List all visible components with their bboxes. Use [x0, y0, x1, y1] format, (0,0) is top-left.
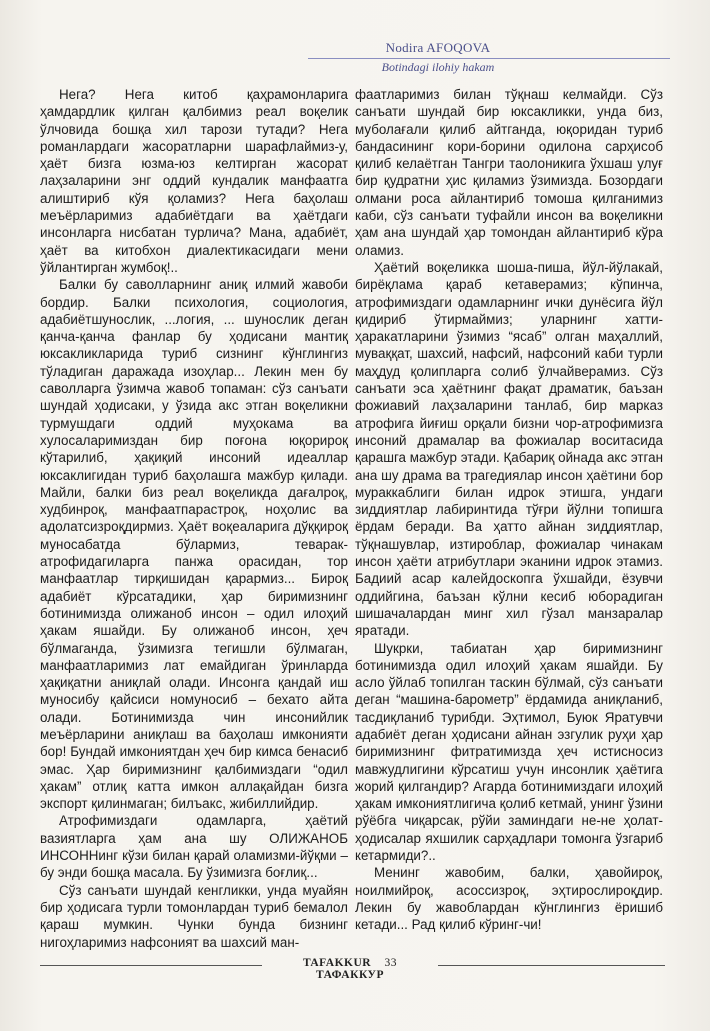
- footer-title-cyrillic: ТАФАККУР: [315, 969, 385, 981]
- page-footer: [40, 957, 665, 981]
- author-name: Nodira AFOQOVA: [385, 40, 491, 55]
- footer-rule-right: [438, 965, 665, 966]
- footer-rule-left: [40, 965, 262, 966]
- right-column: [355, 86, 663, 934]
- paragraph: Ҳаётий воқеликка шоша-пиша, йўл-йўлакай, бирёқлама қараб кетаверамиз; кўпинча, атрофимиздаги одамларнинг ички дунёсига йўл қидириб ўтирмаймиз; уларнинг хатти-ҳаракатларини ўзимиз “ясаб” олган маҳаллий, муваққат, шахсий, нафсий, нафсоний каби турли маҳдуд қолипларга солиб ўлчайверамиз. Сўз санъати эса ҳаётнинг фақат драматик, баъзан фожиавий лаҳзаларини танлаб, бир марказ атрофига йиғиш орқали бизни чор-атрофимизга инсоний драмалар ва фожиалар воситасида қарашга мажбур этади. Қабариқ ойнада акс этган ана шу драма ва трагедиялар инсон ҳаётини бор мураккаблиги билан идрок этишга, ундаги зиддиятлар лабиринтида тўғри йўлни топишга ёрдам беради. Ва ҳатто айнан зиддиятлар, тўқнашувлар, изтироблар, фожиалар чинакам инсон ҳаёти атрибутлари эканини идрок этамиз. Бадиий асар калейдоскопга ўхшайди, ёзувчи оддийгина, баъзан кўлни кесиб юборадиган шишачалардан минг хил гўзал манзаралар яратади.: [355, 259, 663, 639]
- header-rule: [308, 58, 670, 59]
- footer-title-latin: TAFAKKUR: [303, 957, 372, 969]
- paragraph: Атрофимиздаги одамларга, ҳаётий вазиятларга ҳам ана шу ОЛИЖАНОБ ИНСОННинг кўзи билан қарай оламизми-йўқми – бу энди бошқа масала. Бу ўзимизга боғлиқ...: [40, 813, 348, 881]
- header-subtitle: Botindagi ilohiy hakam: [381, 60, 495, 74]
- left-column: [40, 86, 348, 951]
- paragraph: Сўз санъати шундай кенгликки, унда муайян бир ҳодисага турли томонлардан туриб бемалол қараш мумкин. Чунки бунда бизнинг нигоҳларимиз нафсоният ва шахсий ман-: [40, 882, 348, 950]
- footer-text: [266, 957, 434, 981]
- page-number: 33: [384, 957, 397, 969]
- paragraph: фаатларимиз билан тўқнаш келмайди. Сўз санъати шундай бир юксакликки, унда биз, муболағали қилиб айтганда, юқоридан туриб бандасининг кори-борини одилона сарҳисоб қилиб келаётган Тангри таолоникига ўхшаш улуғ бир қудратни ҳис қиламиз ўзимизда. Бозордаги олмани роса айлантириб томоша қилганимиз каби, сўз санъати туфайли инсон ва воқеликни ҳам ана шундай ҳар томондан айлантириб кўра оламиз.: [355, 87, 663, 258]
- paragraph: Нега? Нега китоб қаҳрамонларига ҳамдардлик қилган қалбимиз реал воқелик ўлчовида бошқа хил тарози тутади? Нега романлардаги жасоратларни шарафлаймиз-у, ҳаёт бизга юзма-юз келтирган жасорат лаҳзаларини энг оддий кундалик манфаатга алиштириб кўя қоламиз? Нега баҳолаш меъёрларимиз адабиётдаги ва ҳаётдаги инсонларга нисбатан турлича? Мана, адабиёт, ҳаёт ва китобхон диалектикасидаги мени ўйлантирган жумбоқ!..: [40, 87, 348, 275]
- paragraph: Менинг жавобим, балки, ҳавойироқ, ноилмийроқ, асоссизроқ, эҳтирослироқдир. Лекин бу жавоблардан кўнглингиз ёришиб кетади... Рад қилиб кўринг-чи!: [355, 865, 663, 933]
- paragraph: Шукрки, табиатан ҳар биримизнинг ботинимизда одил илоҳий ҳакам яшайди. Бу асло ўйлаб топилган таскин бўлмай, сўз санъати деган “машина-барометр” ёрдамида аниқланиб, тасдиқланиб турибди. Эҳтимол, Буюк Яратувчи адабиёт деган ҳодисани айнан эзгулик руҳи ҳар биримизнинг фитратимизда ҳеч истисносиз мавжудлигини кўрсатиш учун инсонлик ҳаётига жорий қилгандир? Агарда ботинимиздаги илоҳий ҳакам имкониятлигича қолиб кетмай, унинг ўзини рўёбга чиқарсак, рўйи заминдаги не-не ҳолат-ҳодисалар яхшилик сарҳадлари томонга ўзгариб кетармиди?..: [355, 640, 663, 864]
- paragraph: Балки бу саволларнинг аниқ илмий жавоби бордир. Балки психология, социология, адабиётшунослик, ...логия, ... шунослик деган қанча-қанча фанлар бу ҳодисани мантиқ юксакликларида туриб сизнинг кўнглингиз тўладиган даражада изоҳлар... Лекин мен бу саволларга ўзимча жавоб топаман: сўз санъати шундай ҳодисаки, у ўзида акс этган воқеликни турмушдаги оддий муҳокама ва хулосаларимиздан бир поғона юқорироқ кўтарилиб, ҳақиқий инсоний идеаллар юксаклигидан туриб баҳолашга мажбур қилади. Майли, балки биз реал воқеликда дағалроқ, худбинроқ, манфаатпарастроқ, ноҳолис ва адолатсизроқдирмиз. Ҳаёт воқеаларига дўққироқ муносабатда бўлармиз, теварак-атрофидагиларга панжа орасидан, тор манфаатлар тирқишидан қарармиз... Бироқ адабиёт кўрсатадики, ҳар биримизнинг ботинимизда олижаноб инсон – одил илоҳий ҳакам яшайди. Бу олижаноб инсон, ҳеч бўлмаганда, ўзимизга тегишли бўлмаган, манфаатларимиз лат емайдиган ўринларда ҳақиқатни аниқлай олади. Инсонга қандай иш муносибу қайсиси номуносиб – бехато айта олади. Ботинимизда чин инсонийлик меъёрларини аниқлаш ва баҳолаш имконияти бор! Бундай имкониятдан ҳеч бир кимса бенасиб эмас. Ҳар биримизнинг қалбимиздаги “одил ҳакам” отлиқ катта имкон аллақайдан бизга экспорт қилинмаган; билъакс, жибиллийдир.: [40, 277, 348, 812]
